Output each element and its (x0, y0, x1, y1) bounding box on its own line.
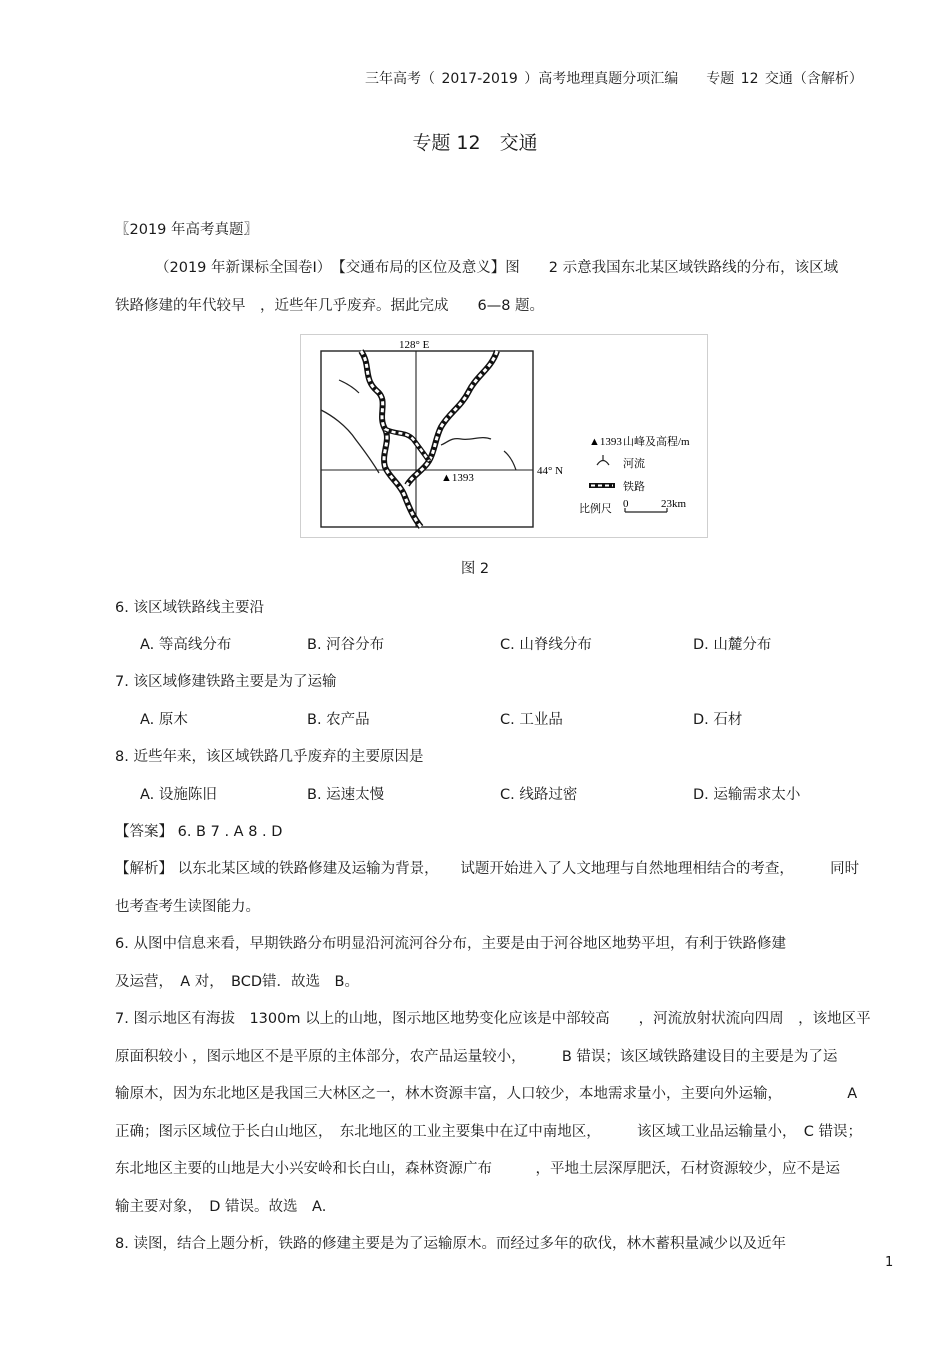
analysis-line-10: 输主要对象， D 错误。故选 A. (115, 1199, 327, 1215)
analysis-line-8: 正确；图示区域位于长白山地区， 东北地区的工业主要集中在辽中南地区， 该区域工业品运输量小， C 错误； (115, 1124, 862, 1140)
analysis-line-7: 输原木，因为东北地区是我国三大林区之一，林木资源丰富，人口较少，本地需求量小，主要向外运输， A (115, 1086, 858, 1102)
page-number: 1 (885, 1255, 894, 1270)
legend-scale-dist: 23km (661, 498, 687, 510)
map-frame (321, 351, 533, 527)
river-east-branch (504, 451, 516, 470)
legend-peak-symbol: ▲1393 (589, 436, 622, 448)
question-6-option-d: D. 山麓分布 (693, 637, 772, 653)
question-8-option-a: A. 设施陈旧 (140, 787, 217, 803)
railway-east-dash (407, 351, 497, 485)
analysis-line-3: 6. 从图中信息来看，早期铁路分布明显沿河流河谷分布，主要是由于河谷地区地势平坦，有利于铁路修建 (115, 936, 786, 952)
question-8-option-c: C. 线路过密 (500, 787, 578, 803)
analysis-line-9: 东北地区主要的山地是大小兴安岭和长白山，森林资源广布 ，平地土层深厚肥沃，石材资源较少，应不是运 (115, 1161, 840, 1177)
page-title: 专题 12 交通 (412, 132, 538, 154)
latitude-label: 44° N (537, 465, 564, 477)
legend-river-text: 河流 (623, 458, 645, 470)
longitude-label: 128° E (399, 339, 430, 351)
peak-label: ▲1393 (441, 472, 474, 484)
figure-caption: 图 2 (460, 561, 490, 577)
analysis-line-5: 7. 图示地区有海拔 1300m 以上的山地，图示地区地势变化应该是中部较高 ，河流放射状流向四周 ，该地区平 (115, 1011, 871, 1027)
question-6-option-a: A. 等高线分布 (140, 637, 232, 653)
legend-peak-text: 山峰及高程/m (623, 436, 690, 448)
intro-text-line-1: （2019 年新课标全国卷Ⅰ） 【交通布局的区位及意义】图 2 示意我国东北某区域铁路线的分布，该区域 (155, 260, 839, 276)
question-7-option-d: D. 石材 (693, 712, 743, 728)
legend-scale-text: 比例尺 (579, 503, 612, 515)
river-east (441, 438, 491, 445)
intro-text-line-2: 铁路修建的年代较早 ，近些年几乎废弃。据此完成 6—8 题。 (115, 298, 545, 314)
question-8-option-b: B. 运速太慢 (307, 787, 385, 803)
answer-line: 【答案】 6. B 7 . A 8 . D (115, 824, 283, 840)
question-8-stem: 8. 近些年来，该区域铁路几乎废弃的主要原因是 (115, 749, 424, 765)
river-west (321, 410, 379, 473)
analysis-line-2: 也考查考生读图能力。 (115, 899, 260, 915)
question-7-option-a: A. 原木 (140, 712, 188, 728)
analysis-line-11: 8. 读图，结合上题分析，铁路的修建主要是为了运输原木。而经过多年的砍伐，林木蓄积量减少以及近年 (115, 1236, 786, 1252)
section-heading: 〖2019 年高考真题〗 (115, 222, 259, 238)
question-6-stem: 6. 该区域铁路线主要沿 (115, 600, 264, 616)
analysis-line-6: 原面积较小 ，图示地区不是平原的主体部分，农产品运量较小， B 错误；该区域铁路建设目的主要是为了运 (115, 1049, 838, 1065)
question-6-option-b: B. 河谷分布 (307, 637, 385, 653)
question-7-stem: 7. 该区域修建铁路主要是为了运输 (115, 674, 337, 690)
map-figure (300, 334, 708, 538)
question-7-option-b: B. 农产品 (307, 712, 370, 728)
question-6-option-c: C. 山脊线分布 (500, 637, 592, 653)
map-svg (301, 335, 707, 537)
analysis-line-4: 及运营， A 对， BCD错．故选 B。 (115, 974, 359, 990)
railway-lines (361, 351, 497, 527)
river-legend-icon (597, 455, 609, 465)
legend-scale-zero: 0 (623, 498, 629, 510)
question-8-option-d: D. 运输需求太小 (693, 787, 801, 803)
running-header: 三年高考（ 2017-2019 ）高考地理真题分项汇编 专题 12 交通（含解析） (365, 71, 863, 87)
map-legend (579, 434, 690, 515)
legend-rail-text: 铁路 (623, 481, 645, 493)
river-nw (339, 380, 359, 393)
question-7-option-c: C. 工业品 (500, 712, 563, 728)
analysis-line-1: 【解析】 以东北某区域的铁路修建及运输为背景， 试题开始进入了人文地理与自然地理相结合的考查， 同时 (115, 861, 860, 877)
